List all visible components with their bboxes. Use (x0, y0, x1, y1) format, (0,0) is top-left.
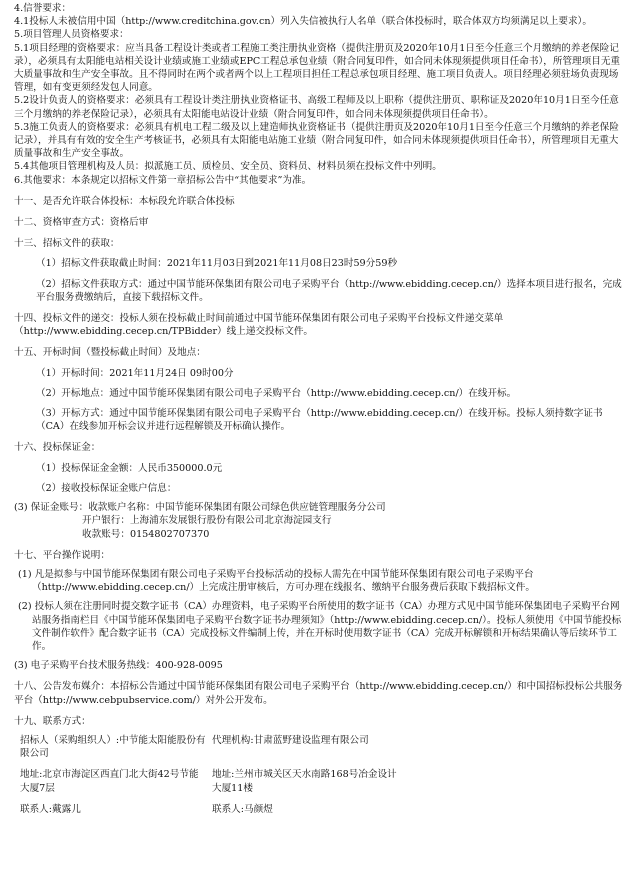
staff-req-heading: 5.项目管理人员资格要求： (14, 29, 129, 41)
staff-req-5-4: 5.4其他项目管理机构及人员：拟派施工员、质检员、安全员、资料员、材料员须在投标文件中列明。 (14, 161, 442, 173)
section-13-item-1: （1）招标文件获取截止时间：2021年11月03日到2021年11月08日23时59分59秒 (36, 258, 398, 270)
section-15-item-1: （1）开标时间：2021年11月24日 09时00分 (36, 367, 234, 379)
credit-heading: 4.信誉要求： (14, 3, 72, 14)
section-17-item-1: (1) 凡是拟参与中国节能环保集团有限公司电子采购平台投标活动的投标人需先在中国节能环保集团有限公司电子采购平台（http://www.ebidding.cecep.cn/）上完成注册审核后，方可办理在线报名、缴纳平台服务费后获取下载招标文件。 (18, 568, 535, 594)
contact-table (20, 734, 410, 824)
section-12: 十二、资格审查方式：资格后审 (14, 217, 149, 229)
section-17-item-2: (2) 投标人须在注册同时提交数字证书（CA）办理资料，电子采购平台所使用的数字证书（CA）办理方式见中国节能环保集团电子采购平台网站服务指南栏目《中国节能环保集团电子采购平台数字证书办理须知》（http://www.ebidding.cecep.cn/）。投标人须使用《中国节能投标文件制作软件》配合数字证书（CA）完成投标文件编制上传，并在开标时使用数字证书（CA）完成开标解锁和开标结果确认等后续环节工作。 (18, 601, 622, 652)
section-17: 十七、平台操作说明： (14, 549, 110, 561)
section-15-item-3: （3）开标方式：通过中国节能环保集团有限公司电子采购平台（http://www.ebidding.cecep.cn/）在线开标。投标人须持数字证书（CA）在线参加开标会议并进行远程解锁及开标确认操作。 (36, 408, 603, 433)
agent-contact-person: 联系人:马颜煜 (212, 803, 273, 815)
tenderer-contact-person: 联系人:戴露儿 (20, 803, 81, 815)
staff-req-5-3: 5.3施工负责人的资格要求：必须具有机电工程二级及以上建造师执业资格证书（提供注册页及2020年10月1日至今任意三个月缴纳的养老保险记录），并具有有效的安全生产考核证书，必须具有太阳能电站施工业绩（附合同复印件，如合同未体现须提供项目任命书），所管理项目无重大质量事故和生产安全事故。 (14, 121, 619, 160)
other-req-6: 6.其他要求：本条规定以招标文件第一章招标公告中“其他要求”为准。 (14, 174, 312, 186)
tenderer-address: 地址:北京市海淀区西直门北大街42号节能大厦7层 (20, 769, 199, 794)
section-15-item-2: （2）开标地点：通过中国节能环保集团有限公司电子采购平台（http://www.ebidding.cecep.cn/）在线开标。 (36, 387, 517, 399)
section-16-item-2: （2）接收投标保证金账户信息： (36, 482, 177, 494)
section-14: 十四、投标文件的递交：投标人须在投标截止时间前通过中国节能环保集团有限公司电子采购平台投标文件递交菜单（http://www.ebidding.cecep.cn/TPBidder）线上递交投标文件。 (14, 313, 504, 338)
section-11: 十一、是否允许联合体投标：本标段允许联合体投标 (14, 195, 235, 207)
agent-address: 地址:兰州市城关区天水南路168号冶金设计大厦11楼 (212, 769, 397, 794)
staff-req-5-2: 5.2设计负责人的资格要求：必须具有工程设计类注册执业资格证书、高级工程师及以上职称（提供注册页、职称证及2020年10月1日至今任意三个月缴纳的养老保险记录），必须具有太阳能电站设计业绩（附合同复印件，如合同未体现须提供项目任命书）。 (14, 95, 619, 120)
guarantee-account-number: 收款账号：0154802707370 (82, 528, 210, 540)
section-13: 十三、招标文件的获取： (14, 238, 120, 250)
section-19: 十九、联系方式： (14, 715, 91, 727)
section-15: 十五、开标时间（暨投标截止时间）及地点： (14, 347, 206, 359)
guarantee-bank: 开户银行：上海浦东发展银行股份有限公司北京海淀园支行 (82, 515, 332, 527)
staff-req-5-1: 5.1项目经理的资格要求：应当具备工程设计类或者工程施工类注册执业资格（提供注册页及2020年10月1日至今任意三个月缴纳的养老保险记录），必须具有太阳能电站相关设计业绩或施工业绩或EPC工程总承包业绩（附合同复印件，如合同未体现须提供项目任命书），所管理项目无重大质量事故和生产安全事故。且不得同时在两个或者两个以上工程项目担任工程总承包项目经理、施工项目负责人。项目经理必须驻场负责现场管理，如有变更须经发包人同意。 (14, 42, 621, 94)
guarantee-account-name: (3) 保证金账号：收款账户名称：中国节能环保集团有限公司绿色供应链管理服务分公司 (14, 502, 386, 514)
section-17-item-3: (3) 电子采购平台技术服务热线：400-928-0095 (14, 660, 223, 672)
credit-req-4-1: 4.1投标人未被信用中国（http://www.creditchina.gov.cn）列入失信被执行人名单（联合体投标时，联合体双方均须满足以上要求）。 (14, 16, 592, 28)
section-13-item-2: （2）招标文件获取方式：通过中国节能环保集团有限公司电子采购平台（http://www.ebidding.cecep.cn/）选择本项目进行报名，完成平台服务费缴纳后，直接下载招标文件。 (36, 278, 622, 303)
section-16-item-1: （1）投标保证金金额：人民币350000.0元 (36, 462, 223, 474)
agent-name: 代理机构:甘肃蓝野建设监理有限公司 (212, 734, 369, 746)
guarantee-account-block (14, 501, 625, 541)
section-16: 十六、投标保证金： (14, 442, 101, 454)
tenderer-name: 招标人（采购组织人）:中节能太阳能股份有限公司 (20, 734, 206, 760)
section-18: 十八、公告发布媒介：本招标公告通过中国节能环保集团有限公司电子采购平台（http://www.ebidding.cecep.cn/）和中国招标投标公共服务平台（http://www.cebpubservice.com/）对外公开发布。 (14, 681, 623, 706)
